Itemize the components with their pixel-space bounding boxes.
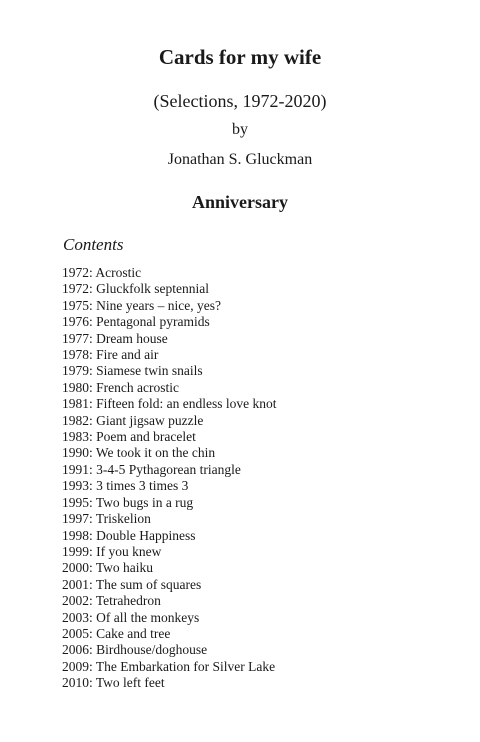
contents-item: 2001: The sum of squares [62, 576, 202, 592]
contents-item: 1975: Nine years – nice, yes? [62, 297, 221, 313]
contents-item: 1998: Double Happiness [62, 527, 196, 543]
contents-item: 1981: Fifteen fold: an endless love knot [62, 396, 277, 412]
contents-item: 2005: Cake and tree [62, 625, 171, 641]
document-title: Cards for my wife [158, 45, 322, 69]
contents-item: 2002: Tetrahedron [62, 593, 161, 609]
contents-item: 1993: 3 times 3 times 3 [62, 478, 189, 494]
contents-item: 1972: Gluckfolk septennial [62, 281, 209, 297]
contents-item: 1983: Poem and bracelet [62, 429, 196, 445]
contents-item: 2009: The Embarkation for Silver Lake [62, 658, 276, 674]
contents-item: 1977: Dream house [62, 330, 168, 346]
section-heading: Anniversary [192, 192, 288, 212]
contents-heading: Contents [63, 235, 124, 254]
contents-list [62, 265, 276, 692]
byline-word: by [232, 121, 248, 138]
contents-item: 1978: Fire and air [62, 347, 159, 363]
contents-item: 1995: Two bugs in a rug [62, 494, 194, 510]
author-name: Jonathan S. Gluckman [167, 151, 313, 168]
contents-item: 2010: Two left feet [62, 675, 165, 691]
contents-item: 1999: If you knew [62, 543, 162, 559]
contents-item: 2006: Birdhouse/doghouse [62, 642, 208, 658]
contents-item: 2003: Of all the monkeys [62, 609, 200, 625]
contents-item: 1972: Acrostic [62, 265, 142, 280]
document-subtitle: (Selections, 1972-2020) [153, 91, 327, 111]
contents-item: 1980: French acrostic [62, 379, 179, 395]
contents-item: 1979: Siamese twin snails [62, 363, 203, 379]
contents-item: 1991: 3-4-5 Pythagorean triangle [62, 461, 241, 477]
contents-item: 1976: Pentagonal pyramids [62, 314, 210, 330]
contents-item: 2000: Two haiku [62, 560, 154, 576]
contents-item: 1990: We took it on the chin [62, 445, 216, 461]
contents-item: 1997: Triskelion [62, 511, 151, 527]
contents-item: 1982: Giant jigsaw puzzle [62, 412, 204, 428]
